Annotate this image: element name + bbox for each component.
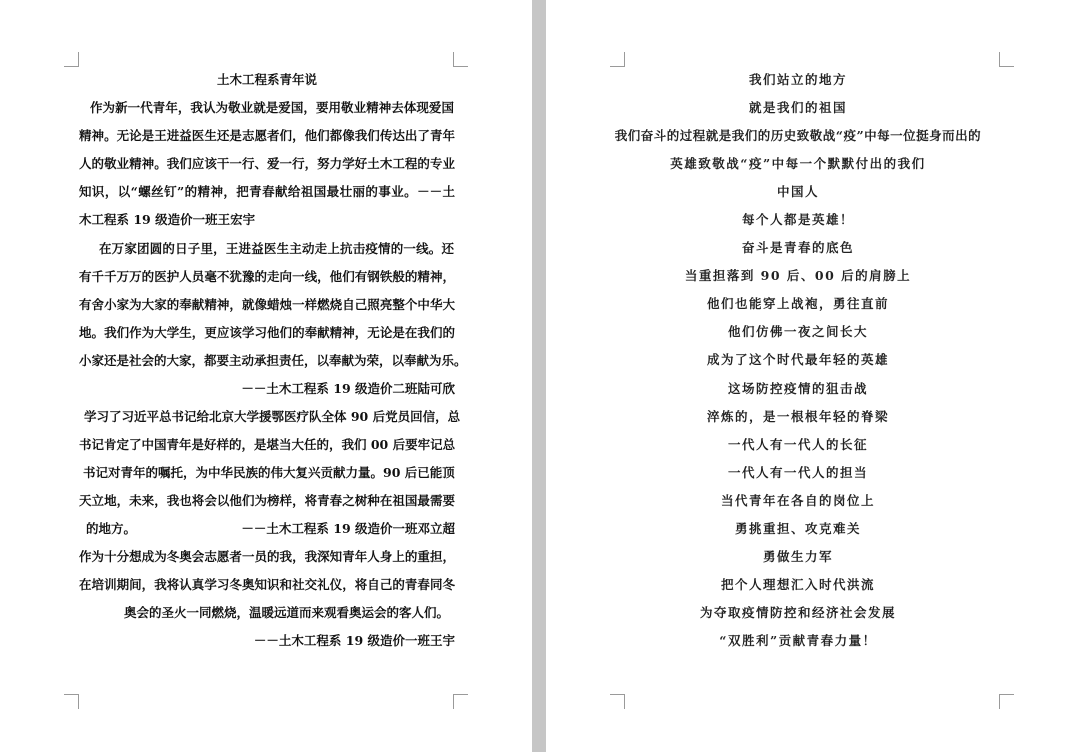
poem-line: 英雄致敬战“疫”中每一个默默付出的我们 xyxy=(670,156,926,171)
paragraph-line: 木工程系 19 级造价一班王宏宇 xyxy=(79,212,256,227)
page-gutter xyxy=(532,0,546,752)
poem-line: 我们奋斗的过程就是我们的历史致敬战“疫”中每一位挺身而出的 xyxy=(614,128,982,143)
poem-line: 这场防控疫情的狙击战 xyxy=(727,381,868,396)
paragraph-line: 奥会的圣火一同燃烧，温暖远道而来观看奥运会的客人们。 xyxy=(124,605,450,620)
poem-line: 成为了这个时代最年轻的英雄 xyxy=(706,352,889,367)
paragraph-line: 精神。无论是王进益医生还是志愿者们，他们都像我们传达出了青年 xyxy=(79,128,455,143)
poem-line: 淬炼的，是一根根年轻的脊梁 xyxy=(706,409,889,424)
crop-mark-bottom-left xyxy=(64,694,79,709)
poem-line: 奋斗是青春的底色 xyxy=(741,240,854,255)
paragraph-line: 在万家团圆的日子里，王进益医生主动走上抗击疫情的一线。还 xyxy=(99,241,454,256)
crop-mark-top-left xyxy=(610,52,625,67)
poem-line: 中国人 xyxy=(776,184,819,199)
paragraph-line: 的地方。 xyxy=(86,521,137,536)
poem-line: 每个人都是英雄！ xyxy=(741,212,854,227)
poem-line: 当代青年在各自的岗位上 xyxy=(720,493,875,508)
poem-line: 他们仿佛一夜之间长大 xyxy=(727,324,868,339)
paragraph-line: 学习了习近平总书记给北京大学援鄂医疗队全体 90 后党员回信，总 xyxy=(84,409,461,424)
document-title: 土木工程系青年说 xyxy=(216,72,317,87)
crop-mark-top-right xyxy=(453,52,468,67)
crop-mark-top-right xyxy=(999,52,1014,67)
paragraph-line: 作为十分想成为冬奥会志愿者一员的我，我深知青年人身上的重担， xyxy=(79,549,455,564)
paragraph-line: 书记对青年的嘱托，为中华民族的伟大复兴贡献力量。90 后已能顶 xyxy=(83,465,455,480)
poem-line: “双胜利”贡献青春力量！ xyxy=(719,633,877,648)
author-signature: －－土木工程系 19 级造价一班王宇 xyxy=(253,633,455,648)
poem-line: 就是我们的祖国 xyxy=(748,100,847,115)
paragraph-line: 有舍小家为大家的奉献精神，就像蜡烛一样燃烧自己照亮整个中华大 xyxy=(79,297,455,312)
paragraph-line: 书记肯定了中国青年是好样的，是堪当大任的，我们 00 后要牢记总 xyxy=(79,437,456,452)
document-page-right xyxy=(546,0,1078,752)
crop-mark-bottom-right xyxy=(999,694,1014,709)
paragraph-line: 人的敬业精神。我们应该干一行、爱一行，努力学好土木工程的专业 xyxy=(79,156,455,171)
author-signature: －－土木工程系 19 级造价一班邓立超 xyxy=(241,521,455,536)
poem-line: 为夺取疫情防控和经济社会发展 xyxy=(699,605,896,620)
poem-line: 勇挑重担、攻克难关 xyxy=(734,521,861,536)
poem-line: 把个人理想汇入时代洪流 xyxy=(720,577,875,592)
poem-line: 勇做生力军 xyxy=(762,549,833,564)
paragraph-line: 知识，以“螺丝钉”的精神，把青春献给祖国最壮丽的事业。－－土 xyxy=(79,184,455,199)
poem-line: 我们站立的地方 xyxy=(748,72,847,87)
crop-mark-bottom-right xyxy=(453,694,468,709)
poem-line: 一代人有一代人的长征 xyxy=(727,437,868,452)
paragraph-line: 有千千万万的医护人员毫不犹豫的走向一线，他们有钢铁般的精神， xyxy=(79,269,455,284)
crop-mark-bottom-left xyxy=(610,694,625,709)
crop-mark-top-left xyxy=(64,52,79,67)
paragraph-line: 在培训期间，我将认真学习冬奥知识和社交礼仪，将自己的青春同冬 xyxy=(79,577,455,592)
document-page-left xyxy=(0,0,532,752)
poem-line: 一代人有一代人的担当 xyxy=(727,465,868,480)
paragraph-line: 天立地，未来，我也将会以他们为榜样，将青春之树种在祖国最需要 xyxy=(79,493,455,508)
author-signature: －－土木工程系 19 级造价二班陆可欣 xyxy=(241,381,455,396)
paragraph-line: 地。我们作为大学生，更应该学习他们的奉献精神，无论是在我们的 xyxy=(79,325,455,340)
paragraph-line: 小家还是社会的大家，都要主动承担责任，以奉献为荣，以奉献为乐。 xyxy=(79,353,467,368)
paragraph-line: 作为新一代青年，我认为敬业就是爱国，要用敬业精神去体现爱国 xyxy=(90,100,454,115)
poem-line: 他们也能穿上战袍，勇往直前 xyxy=(706,296,889,311)
poem-line: 当重担落到 90 后、00 后的肩膀上 xyxy=(684,268,912,283)
